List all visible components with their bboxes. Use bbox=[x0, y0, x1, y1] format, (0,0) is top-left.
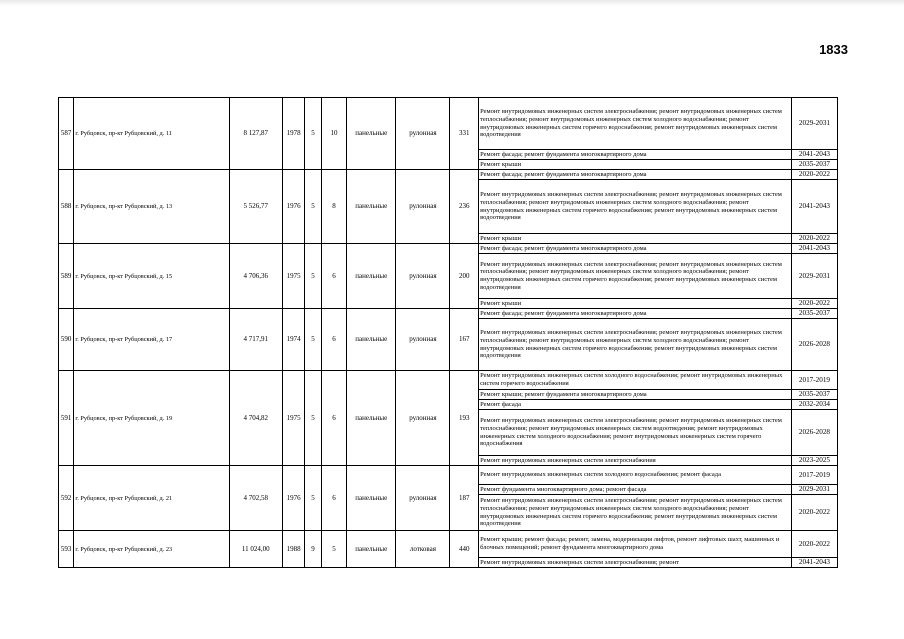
row-number: 587 bbox=[59, 98, 74, 170]
work-period: 2041-2043 bbox=[791, 150, 837, 160]
roof-cell: рулонная bbox=[396, 371, 450, 466]
work-period: 2041-2043 bbox=[791, 558, 837, 568]
residents-cell: 193 bbox=[450, 371, 479, 466]
row-number: 591 bbox=[59, 371, 74, 466]
work-period: 2029-2031 bbox=[791, 98, 837, 150]
work-description: Ремонт внутридомовых инженерных систем электроснабжения; ремонт внутридомовых инженерных систем теплоснабжения; ремонт внутридомовых инженерных систем холодного водоснабжения; ремонт внутридомовых инженерных систем горячего водоснабжения; ремонт внутридомовых инженерных систем водоотведения bbox=[479, 180, 792, 234]
work-period: 2029-2031 bbox=[791, 254, 837, 299]
address-cell: г. Рубцовск, пр-кт Рубцовский, д. 11 bbox=[74, 98, 229, 170]
area-cell: 11 024,00 bbox=[229, 531, 282, 568]
floors-cell: 5 bbox=[305, 309, 321, 371]
year-cell: 1975 bbox=[282, 371, 304, 466]
table-row bbox=[59, 309, 838, 319]
area-cell: 8 127,87 bbox=[229, 98, 282, 170]
entrances-cell: 8 bbox=[321, 170, 347, 244]
work-period: 2017-2019 bbox=[791, 371, 837, 390]
work-description: Ремонт внутридомовых инженерных систем холодного водоснабжения; ремонт фасада bbox=[479, 466, 792, 485]
page-number: 1833 bbox=[819, 42, 848, 57]
entrances-cell: 5 bbox=[321, 531, 347, 568]
entrances-cell: 6 bbox=[321, 466, 347, 531]
residents-cell: 167 bbox=[450, 309, 479, 371]
work-description: Ремонт внутридомовых инженерных систем электроснабжения bbox=[479, 456, 792, 466]
work-period: 2020-2022 bbox=[791, 495, 837, 531]
housing-repair-table bbox=[58, 97, 838, 568]
table-row bbox=[59, 531, 838, 558]
work-description: Ремонт внутридомовых инженерных систем электроснабжения; ремонт внутридомовых инженерных систем теплоснабжения; ремонт внутридомовых инженерных систем холодного водоснабжения; ремонт внутридомовых инженерных систем горячего водоснабжения; ремонт внутридомовых инженерных систем водоотведения bbox=[479, 319, 792, 371]
walls-cell: панельные bbox=[347, 466, 396, 531]
entrances-cell: 6 bbox=[321, 309, 347, 371]
work-description: Ремонт фасада bbox=[479, 400, 792, 410]
row-number: 588 bbox=[59, 170, 74, 244]
table-row bbox=[59, 371, 838, 390]
area-cell: 4 717,91 bbox=[229, 309, 282, 371]
work-period: 2026-2028 bbox=[791, 410, 837, 456]
work-description: Ремонт крыши bbox=[479, 234, 792, 244]
address-cell: г. Рубцовск, пр-кт Рубцовский, д. 13 bbox=[74, 170, 229, 244]
year-cell: 1976 bbox=[282, 466, 304, 531]
year-cell: 1975 bbox=[282, 244, 304, 309]
walls-cell: панельные bbox=[347, 309, 396, 371]
work-period: 2041-2043 bbox=[791, 180, 837, 234]
year-cell: 1976 bbox=[282, 170, 304, 244]
walls-cell: панельные bbox=[347, 531, 396, 568]
work-period: 2041-2043 bbox=[791, 244, 837, 254]
work-description: Ремонт внутридомовых инженерных систем электроснабжения; ремонт внутридомовых инженерных систем теплоснабжения; ремонт внутридомовых инженерных систем холодного водоснабжения; ремонт внутридомовых инженерных систем горячего водоснабжения; ремонт внутридомовых инженерных систем водоотведения bbox=[479, 98, 792, 150]
table-row bbox=[59, 170, 838, 180]
walls-cell: панельные bbox=[347, 244, 396, 309]
floors-cell: 5 bbox=[305, 170, 321, 244]
work-period: 2020-2022 bbox=[791, 234, 837, 244]
roof-cell: рулонная bbox=[396, 244, 450, 309]
address-cell: г. Рубцовск, пр-кт Рубцовский, д. 21 bbox=[74, 466, 229, 531]
entrances-cell: 6 bbox=[321, 244, 347, 309]
work-description: Ремонт фасада; ремонт фундамента многоквартирного дома bbox=[479, 309, 792, 319]
floors-cell: 5 bbox=[305, 371, 321, 466]
floors-cell: 9 bbox=[305, 531, 321, 568]
work-period: 2035-2037 bbox=[791, 390, 837, 400]
work-period: 2035-2037 bbox=[791, 160, 837, 170]
residents-cell: 236 bbox=[450, 170, 479, 244]
work-period: 2026-2028 bbox=[791, 319, 837, 371]
walls-cell: панельные bbox=[347, 371, 396, 466]
row-number: 590 bbox=[59, 309, 74, 371]
walls-cell: панельные bbox=[347, 170, 396, 244]
floors-cell: 5 bbox=[305, 98, 321, 170]
table-row bbox=[59, 244, 838, 254]
residents-cell: 331 bbox=[450, 98, 479, 170]
address-cell: г. Рубцовск, пр-кт Рубцовский, д. 17 bbox=[74, 309, 229, 371]
work-description: Ремонт внутридомовых инженерных систем электроснабжения; ремонт внутридомовых инженерных систем теплоснабжения; ремонт внутридомовых инженерных систем холодного водоснабжения; ремонт внутридомовых инженерных систем горячего водоснабжения; ремонт внутридомовых инженерных систем водоотведения bbox=[479, 495, 792, 531]
year-cell: 1978 bbox=[282, 98, 304, 170]
residents-cell: 440 bbox=[450, 531, 479, 568]
work-description: Ремонт крыши bbox=[479, 299, 792, 309]
walls-cell: панельные bbox=[347, 98, 396, 170]
work-period: 2017-2019 bbox=[791, 466, 837, 485]
floors-cell: 5 bbox=[305, 244, 321, 309]
scan-edge bbox=[0, 0, 904, 6]
work-description: Ремонт внутридомовых инженерных систем электроснабжения; ремонт внутридомовых инженерных систем теплоснабжения; ремонт внутридомовых инженерных систем водоотведения; ремонт внутридомовых инженерных систем холодного водоснабжения; ремонт внутридомовых инженерных систем горячего водоснабжения bbox=[479, 410, 792, 456]
work-period: 2020-2022 bbox=[791, 299, 837, 309]
work-period: 2029-2031 bbox=[791, 485, 837, 495]
entrances-cell: 10 bbox=[321, 98, 347, 170]
work-description: Ремонт крыши bbox=[479, 160, 792, 170]
work-description: Ремонт фасада; ремонт фундамента многоквартирного дома bbox=[479, 244, 792, 254]
work-description: Ремонт внутридомовых инженерных систем холодного водоснабжения; ремонт внутридомовых инженерных систем горячего водоснабжения bbox=[479, 371, 792, 390]
work-description: Ремонт внутридомовых инженерных систем электроснабжения; ремонт bbox=[479, 558, 792, 568]
residents-cell: 200 bbox=[450, 244, 479, 309]
work-description: Ремонт фасада; ремонт фундамента многоквартирного дома bbox=[479, 150, 792, 160]
address-cell: г. Рубцовск, пр-кт Рубцовский, д. 23 bbox=[74, 531, 229, 568]
roof-cell: рулонная bbox=[396, 170, 450, 244]
roof-cell: лотковая bbox=[396, 531, 450, 568]
area-cell: 4 706,36 bbox=[229, 244, 282, 309]
entrances-cell: 6 bbox=[321, 371, 347, 466]
work-period: 2023-2025 bbox=[791, 456, 837, 466]
year-cell: 1974 bbox=[282, 309, 304, 371]
row-number: 592 bbox=[59, 466, 74, 531]
row-number: 593 bbox=[59, 531, 74, 568]
work-period: 2035-2037 bbox=[791, 309, 837, 319]
address-cell: г. Рубцовск, пр-кт Рубцовский, д. 15 bbox=[74, 244, 229, 309]
area-cell: 4 702,58 bbox=[229, 466, 282, 531]
work-description: Ремонт внутридомовых инженерных систем электроснабжения; ремонт внутридомовых инженерных систем теплоснабжения; ремонт внутридомовых инженерных систем холодного водоснабжения; ремонт внутридомовых инженерных систем горячего водоснабжения; ремонт внутридомовых инженерных систем водоотведения bbox=[479, 254, 792, 299]
work-period: 2020-2022 bbox=[791, 170, 837, 180]
roof-cell: рулонная bbox=[396, 98, 450, 170]
work-description: Ремонт крыши; ремонт фундамента многоквартирного дома bbox=[479, 390, 792, 400]
work-period: 2032-2034 bbox=[791, 400, 837, 410]
work-description: Ремонт крыши; ремонт фасада; ремонт, замена, модернизация лифтов, ремонт лифтовых шахт, машинных и блочных помещений; ремонт фундамента многоквартирного дома bbox=[479, 531, 792, 558]
work-period: 2020-2022 bbox=[791, 531, 837, 558]
roof-cell: рулонная bbox=[396, 466, 450, 531]
year-cell: 1988 bbox=[282, 531, 304, 568]
roof-cell: рулонная bbox=[396, 309, 450, 371]
table-row bbox=[59, 466, 838, 485]
floors-cell: 5 bbox=[305, 466, 321, 531]
row-number: 589 bbox=[59, 244, 74, 309]
work-description: Ремонт фундамента многоквартирного дома; ремонт фасада bbox=[479, 485, 792, 495]
address-cell: г. Рубцовск, пр-кт Рубцовский, д. 19 bbox=[74, 371, 229, 466]
area-cell: 5 526,77 bbox=[229, 170, 282, 244]
area-cell: 4 704,82 bbox=[229, 371, 282, 466]
work-description: Ремонт фасада; ремонт фундамента многоквартирного дома bbox=[479, 170, 792, 180]
residents-cell: 187 bbox=[450, 466, 479, 531]
table-row bbox=[59, 98, 838, 150]
